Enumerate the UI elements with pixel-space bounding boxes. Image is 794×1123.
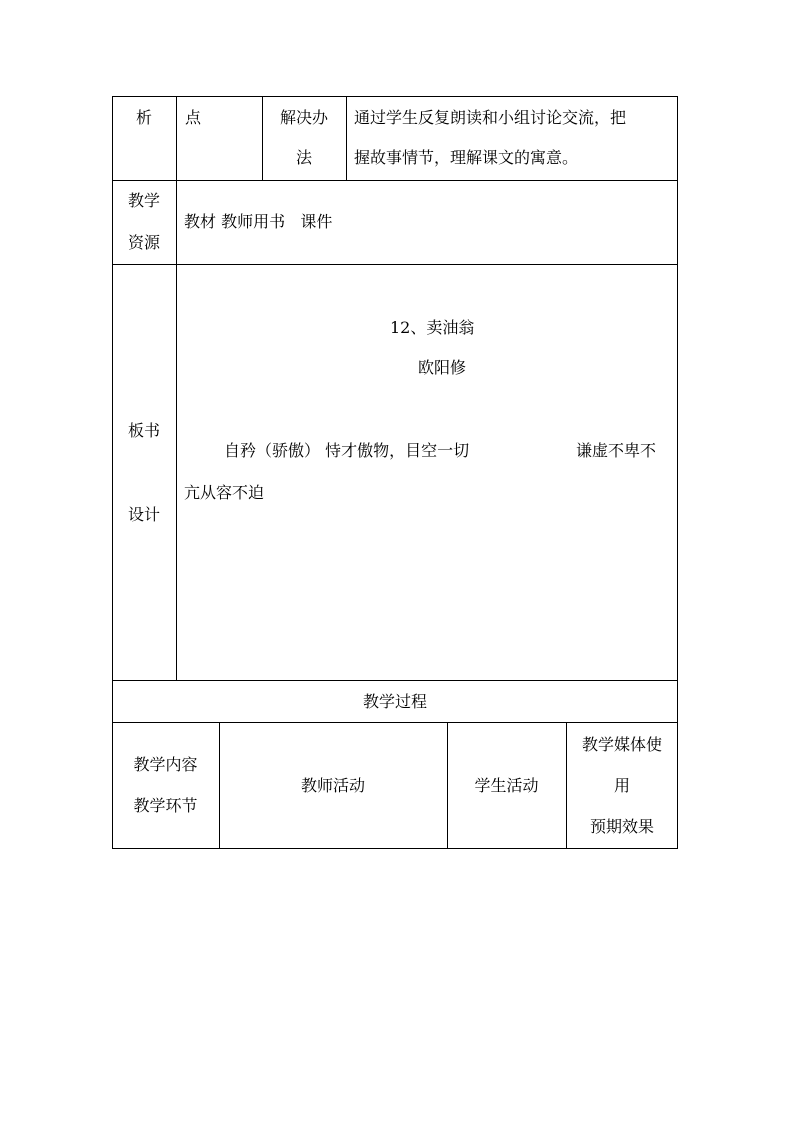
board-line1-right: 谦虚不卑不 (576, 441, 657, 460)
board-line2: 亢从容不迫 (184, 483, 265, 502)
analysis-sub-label: 点 (185, 108, 202, 127)
header-media-line2: 用 (613, 776, 630, 795)
header-content-line1: 教学内容 (133, 755, 198, 774)
resources-content: 教材 教师用书 课件 (184, 212, 333, 231)
resources-label-line1: 教学 (127, 191, 160, 210)
row-divider-4 (112, 722, 678, 723)
header-media-line3: 预期效果 (589, 817, 654, 836)
board-label-line1: 板书 (127, 421, 160, 440)
method-content-line1: 通过学生反复朗读和小组讨论交流，把 (354, 108, 627, 127)
resources-label-line2: 资源 (127, 233, 160, 252)
analysis-label: 析 (135, 108, 152, 127)
method-label-line2: 法 (295, 148, 312, 167)
row-divider-1 (112, 180, 678, 181)
row-divider-3 (112, 680, 678, 681)
board-label-line2: 设计 (127, 505, 160, 524)
board-author: 欧阳修 (418, 358, 467, 377)
method-label-line1: 解决办 (279, 108, 328, 127)
header-media-line1: 教学媒体使 (581, 735, 662, 754)
method-content-line2: 握故事情节，理解课文的寓意。 (354, 148, 579, 167)
row-divider-2 (112, 264, 678, 265)
header-content-line2: 教学环节 (133, 796, 198, 815)
col-divider-label (176, 96, 177, 680)
process-title: 教学过程 (362, 692, 427, 711)
header-teacher-activity: 教师活动 (300, 776, 365, 795)
board-title: 12、卖油翁 (390, 318, 475, 337)
header-student-activity: 学生活动 (474, 776, 539, 795)
board-line1-left: 自矜（骄傲） 恃才傲物，目空一切 (224, 441, 470, 460)
col-divider-method (346, 96, 347, 180)
